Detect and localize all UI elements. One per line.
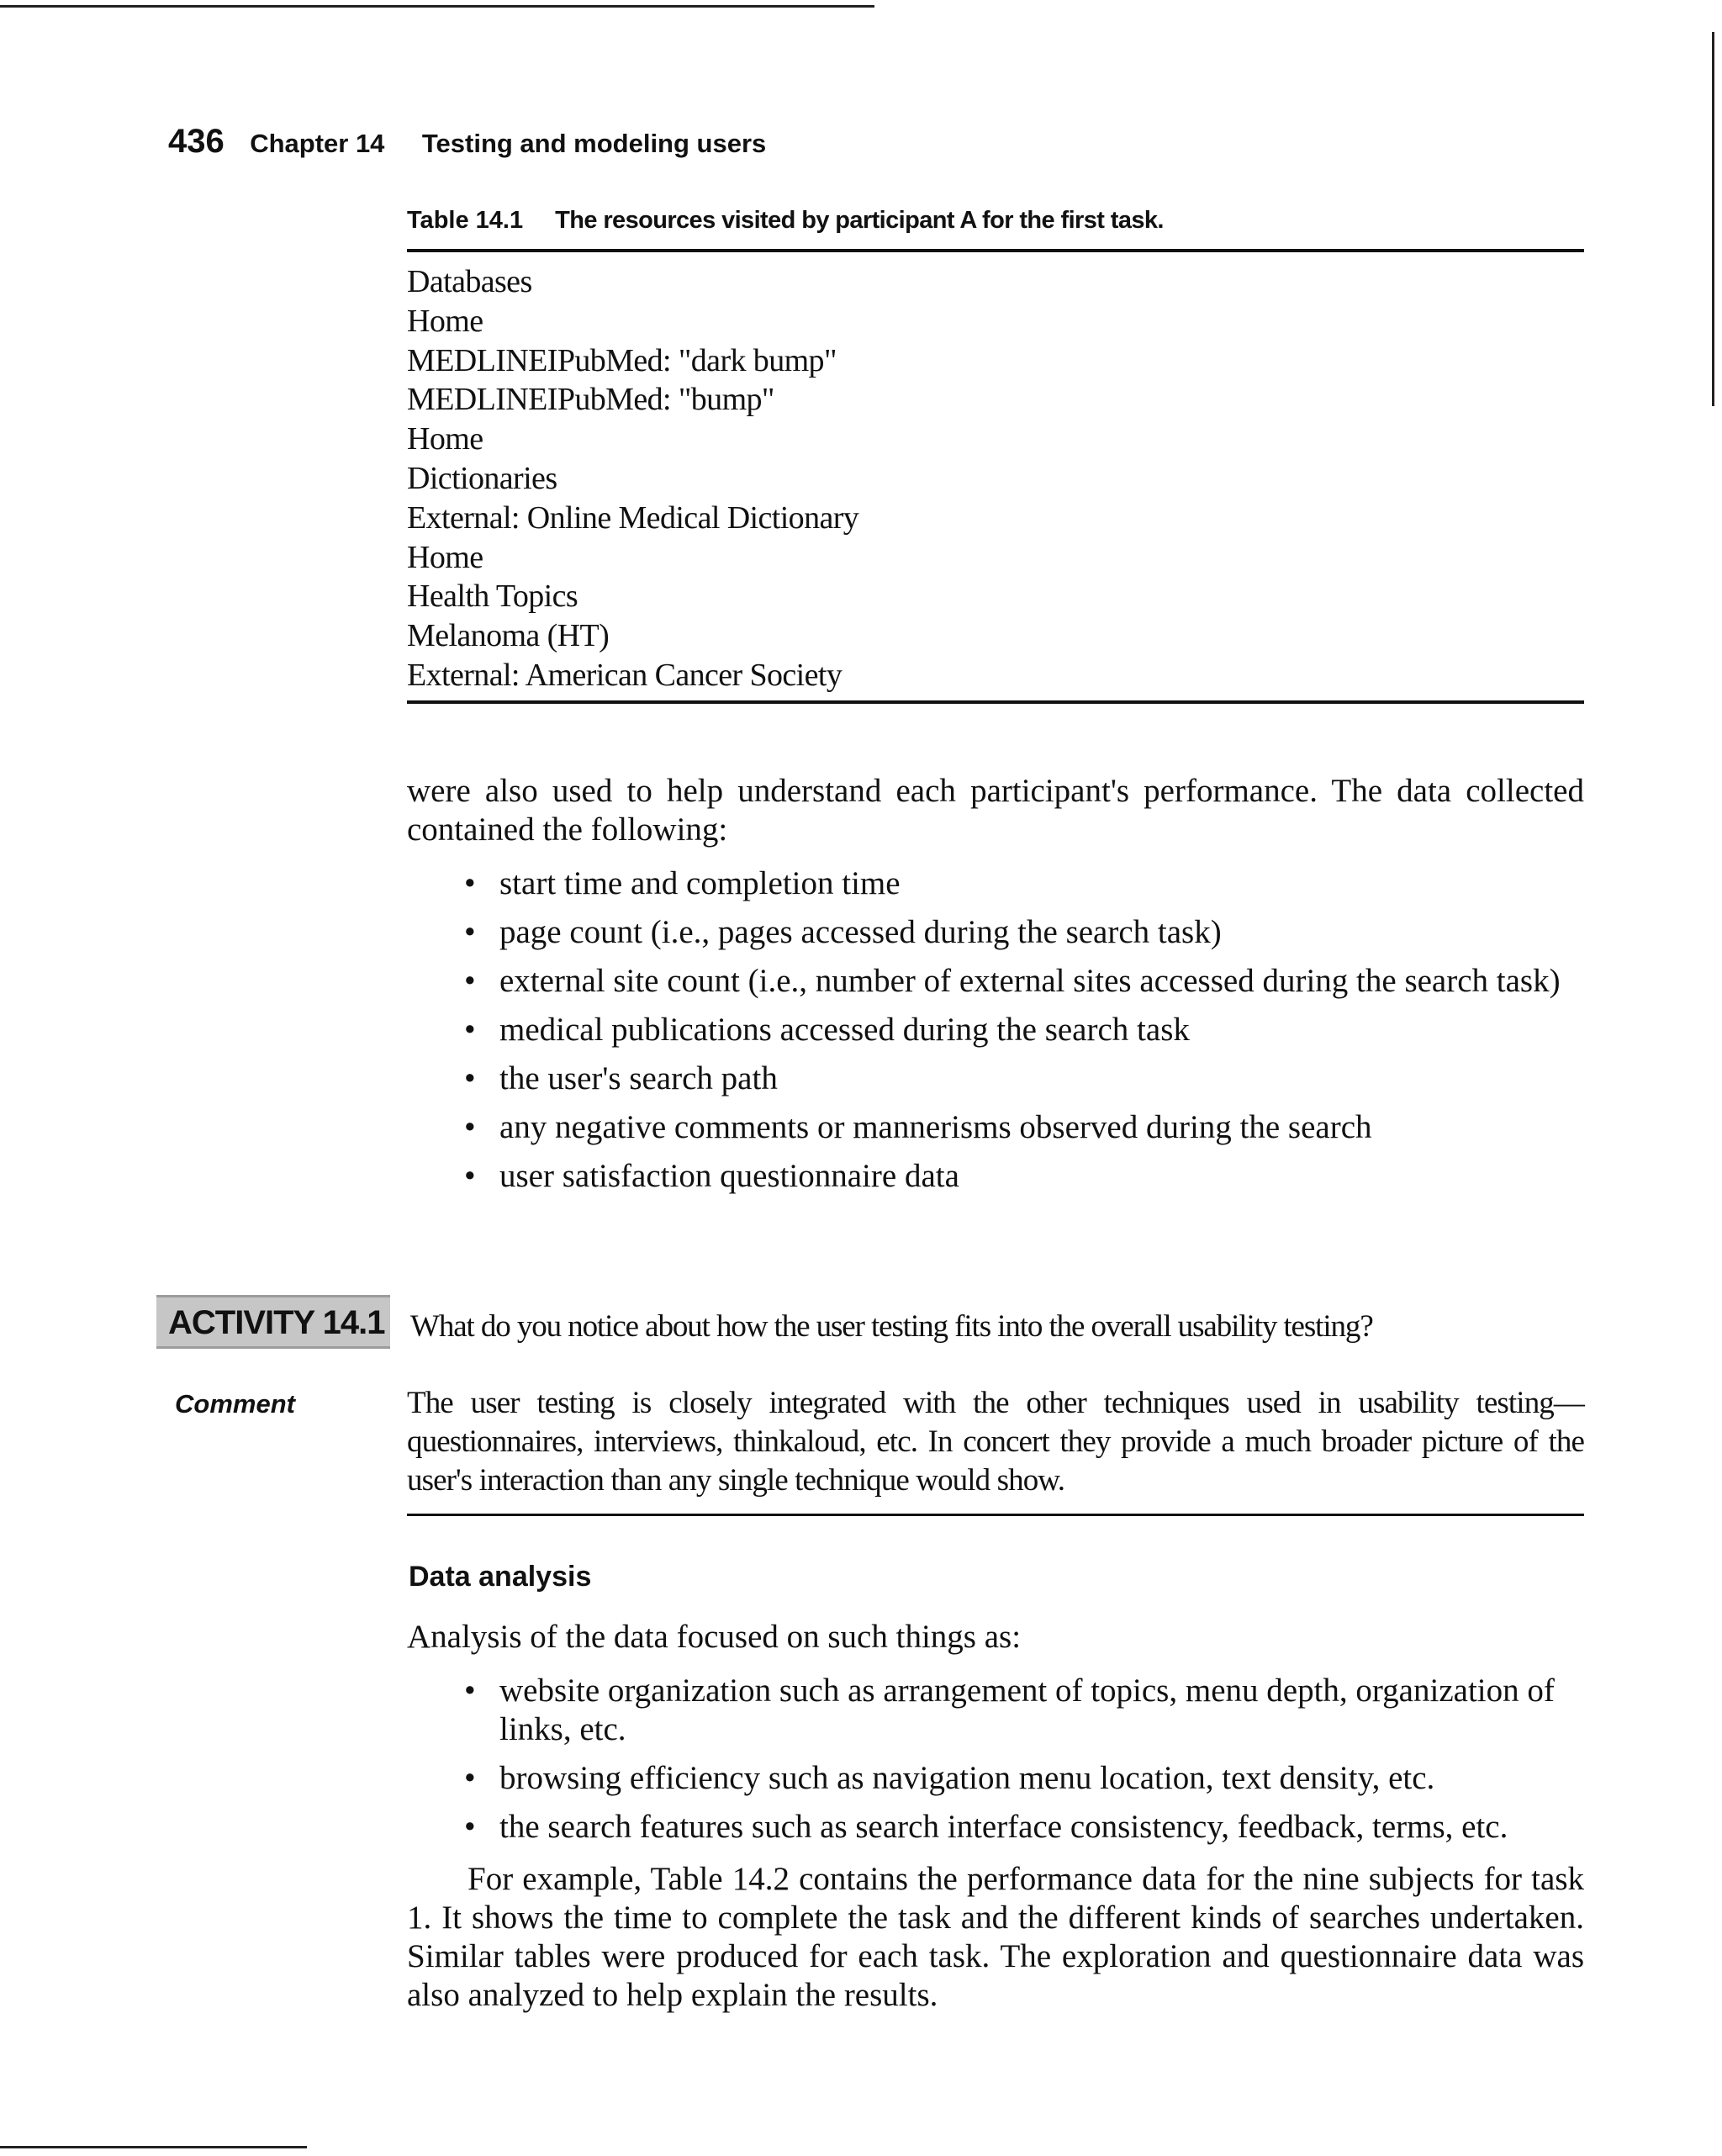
bottom-rule (0, 2146, 307, 2148)
list-item: • browsing efficiency such as navigation menu location, text density, etc. (407, 1759, 1584, 1798)
activity-badge (156, 1295, 390, 1349)
table-row: Home (407, 539, 483, 575)
running-head (168, 123, 766, 161)
data-collected-list (407, 864, 1584, 1196)
table-row: External: American Cancer Society (407, 657, 843, 693)
activity-label: ACTIVITY 14.1 (168, 1304, 385, 1341)
table-caption (407, 207, 1164, 235)
activity-question: What do you notice about how the user testing fits into the overall usability testing? (410, 1309, 1373, 1344)
table-row: MEDLINEIPubMed: "bump" (407, 382, 774, 418)
analysis-list (407, 1672, 1584, 1847)
table-row: Home (407, 421, 483, 457)
list-item: • page count (i.e., pages accessed during the search task) (407, 913, 1584, 952)
table-row: Melanoma (HT) (407, 618, 610, 654)
section-heading: Data analysis (409, 1561, 592, 1593)
table-row: External: Online Medical Dictionary (407, 499, 859, 536)
table-row: Home (407, 303, 483, 339)
data-analysis-section (407, 1618, 1584, 2015)
top-rule (0, 5, 874, 8)
intro-paragraph: were also used to help understand each participant's performance. The data collected contained the following: (407, 773, 1584, 848)
comment-label: Comment (175, 1389, 295, 1419)
data-collected-section (407, 772, 1584, 1196)
list-item: • the user's search path (407, 1060, 1584, 1098)
table-row: Health Topics (407, 579, 578, 615)
table-caption-text: The resources visited by participant A for the first task. (555, 207, 1164, 234)
table-row: Databases (407, 264, 532, 299)
analysis-intro: Analysis of the data focused on such things as: (407, 1619, 1022, 1655)
chapter-label: Chapter 14 (250, 129, 385, 158)
list-item: • the search features such as search interface consistency, feedback, terms, etc. (407, 1808, 1584, 1847)
list-item: • medical publications accessed during the search task (407, 1011, 1584, 1049)
resources-table (407, 249, 1584, 704)
comment-box (407, 1384, 1584, 1516)
list-item: • website organization such as arrangement of topics, menu depth, organization of links, etc. (407, 1672, 1584, 1749)
page-number: 436 (168, 123, 224, 160)
list-item: • user satisfaction questionnaire data (407, 1157, 1584, 1196)
chapter-title: Testing and modeling users (421, 129, 767, 158)
comment-text: The user testing is closely integrated with the other techniques used in usability testing—questionnaires, interviews, thinkaloud, etc. In concert they provide a much broader picture of the user's interaction than any single technique would show. (407, 1386, 1584, 1498)
analysis-paragraph: For example, Table 14.2 contains the performance data for the nine subjects for task 1. It shows the time to complete the task and the different kinds of searches undertaken. Similar tables were produced for each task. The exploration and questionnaire data was also analyzed to help explain the results. (407, 1861, 1584, 2013)
table-row: Dictionaries (407, 460, 557, 496)
list-item: • start time and completion time (407, 864, 1584, 903)
table-row: MEDLINEIPubMed: "dark bump" (407, 342, 837, 378)
list-item: • any negative comments or mannerisms observed during the search (407, 1108, 1584, 1147)
list-item: • external site count (i.e., number of external sites accessed during the search task) (407, 962, 1584, 1001)
right-margin-rule (1712, 32, 1714, 406)
table-label: Table 14.1 (407, 207, 524, 234)
